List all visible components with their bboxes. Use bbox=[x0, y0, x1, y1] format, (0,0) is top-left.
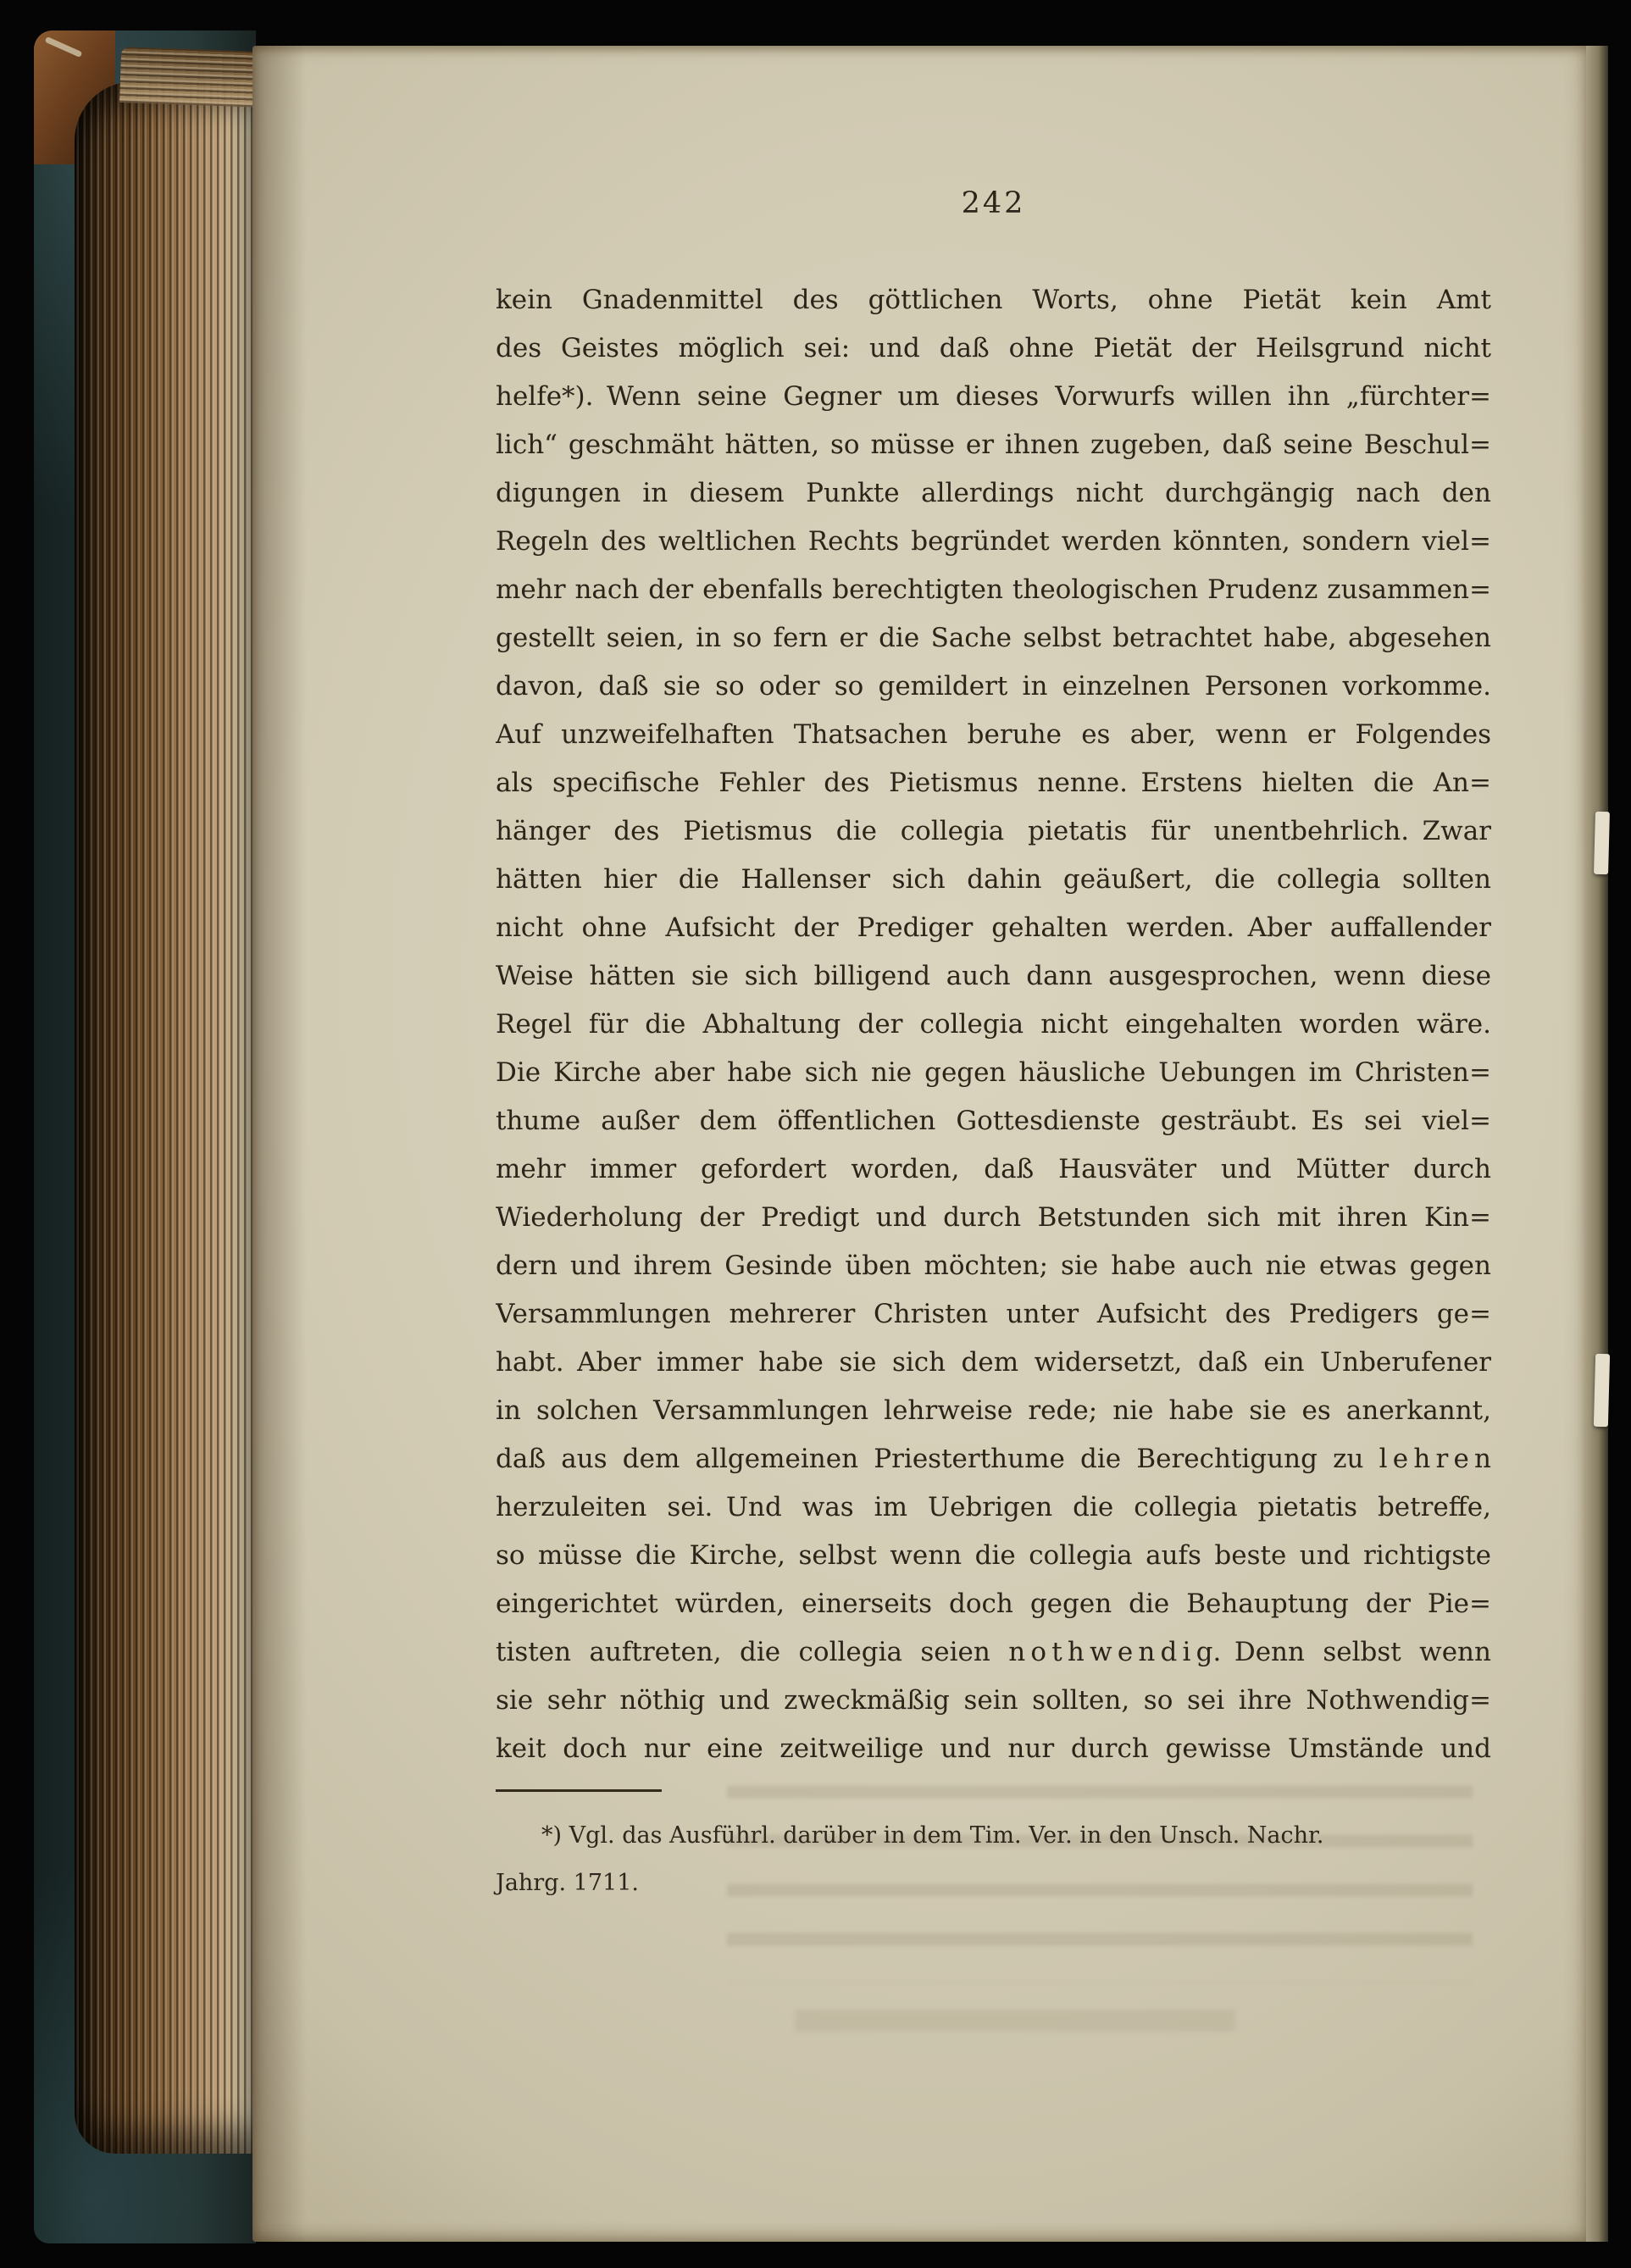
page-number: 242 bbox=[961, 186, 1026, 220]
body-line: in solchen Versammlungen lehrweise rede; nie habe sie es anerkannt, bbox=[496, 1395, 1491, 1426]
body-line: eingerichtet würden, einerseits doch gegen die Behauptung der Pie= bbox=[496, 1589, 1491, 1619]
body-line: digungen in diesem Punkte allerdings nicht durchgängig nach den bbox=[496, 478, 1491, 508]
body-line: mehr immer gefordert worden, daß Hausväter und Mütter durch bbox=[496, 1154, 1491, 1184]
body-line: Regel für die Abhaltung der collegia nicht eingehalten worden wäre. bbox=[496, 1009, 1491, 1040]
body-line: kein Gnadenmittel des göttlichen Worts, ohne Pietät kein Amt bbox=[496, 285, 1491, 315]
body-line: Weise hätten sie sich billigend auch dann ausgesprochen, wenn diese bbox=[496, 961, 1491, 991]
body-line: helfe*). Wenn seine Gegner um dieses Vorwurfs willen ihn „fürchter= bbox=[496, 381, 1491, 412]
footnote-separator bbox=[496, 1789, 662, 1792]
body-line: gestellt seien, in so fern er die Sache selbst betrachtet habe, abgesehen bbox=[496, 623, 1491, 653]
body-line: so müsse die Kirche, selbst wenn die collegia aufs beste und richtigste bbox=[496, 1540, 1491, 1571]
body-line: nicht ohne Aufsicht der Prediger gehalten werden. Aber auffallender bbox=[496, 912, 1491, 943]
book-page bbox=[252, 46, 1589, 2242]
body-line: habt. Aber immer habe sie sich dem widersetzt, daß ein Unberufener bbox=[496, 1347, 1491, 1378]
body-line: Wiederholung der Predigt und durch Betstunden sich mit ihren Kin= bbox=[496, 1202, 1491, 1233]
page-stack-top-edge bbox=[119, 47, 264, 108]
page-stack-edge bbox=[75, 81, 258, 2154]
body-line: mehr nach der ebenfalls berechtigten theologischen Prudenz zusammen= bbox=[496, 574, 1491, 605]
body-line: hänger des Pietismus die collegia pietatis für unentbehrlich. Zwar bbox=[496, 816, 1491, 846]
body-line: des Geistes möglich sei: und daß ohne Pietät der Heilsgrund nicht bbox=[496, 333, 1491, 363]
body-line: sie sehr nöthig und zweckmäßig sein sollten, so sei ihre Nothwendig= bbox=[496, 1685, 1491, 1716]
body-line: tisten auftreten, die collegia seien n o t h w e n d i g. Denn selbst wenn bbox=[496, 1637, 1491, 1667]
body-line: Auf unzweifelhaften Thatsachen beruhe es aber, wenn er Folgendes bbox=[496, 719, 1491, 750]
body-line: hätten hier die Hallenser sich dahin geäußert, die collegia sollten bbox=[496, 864, 1491, 895]
body-line: Die Kirche aber habe sich nie gegen häusliche Uebungen im Christen= bbox=[496, 1057, 1491, 1088]
fore-edge-shadow bbox=[1586, 46, 1608, 2242]
body-line: herzuleiten sei. Und was im Uebrigen die collegia pietatis betreffe, bbox=[496, 1492, 1491, 1522]
body-line: lich“ geschmäht hätten, so müsse er ihnen zugeben, daß seine Beschul= bbox=[496, 430, 1491, 460]
body-line: thume außer dem öffentlichen Gottesdienste gesträubt. Es sei viel= bbox=[496, 1106, 1491, 1136]
body-line: als specifische Fehler des Pietismus nenne. Erstens hielten die An= bbox=[496, 768, 1491, 798]
body-line: Versammlungen mehrerer Christen unter Aufsicht des Predigers ge= bbox=[496, 1299, 1491, 1329]
binding-tab bbox=[1594, 1354, 1610, 1427]
footnote-line: Jahrg. 1711. bbox=[496, 1870, 639, 1896]
footnote-line: *) Vgl. das Ausführl. darüber in dem Tim. Ver. in den Unsch. Nachr. bbox=[541, 1822, 1324, 1849]
body-line: Regeln des weltlichen Rechts begründet werden könnten, sondern viel= bbox=[496, 526, 1491, 557]
body-text-block bbox=[496, 276, 1491, 1773]
body-line: daß aus dem allgemeinen Priesterthume die Berechtigung zu l e h r e n bbox=[496, 1444, 1491, 1474]
ink-bleed-through-small bbox=[795, 2010, 1235, 2032]
binding-tab bbox=[1594, 812, 1610, 874]
body-line: dern und ihrem Gesinde üben möchten; sie habe auch nie etwas gegen bbox=[496, 1250, 1491, 1281]
body-line: keit doch nur eine zeitweilige und nur durch gewisse Umstände und bbox=[496, 1733, 1491, 1764]
body-line: davon, daß sie so oder so gemildert in einzelnen Personen vorkomme. bbox=[496, 671, 1491, 701]
